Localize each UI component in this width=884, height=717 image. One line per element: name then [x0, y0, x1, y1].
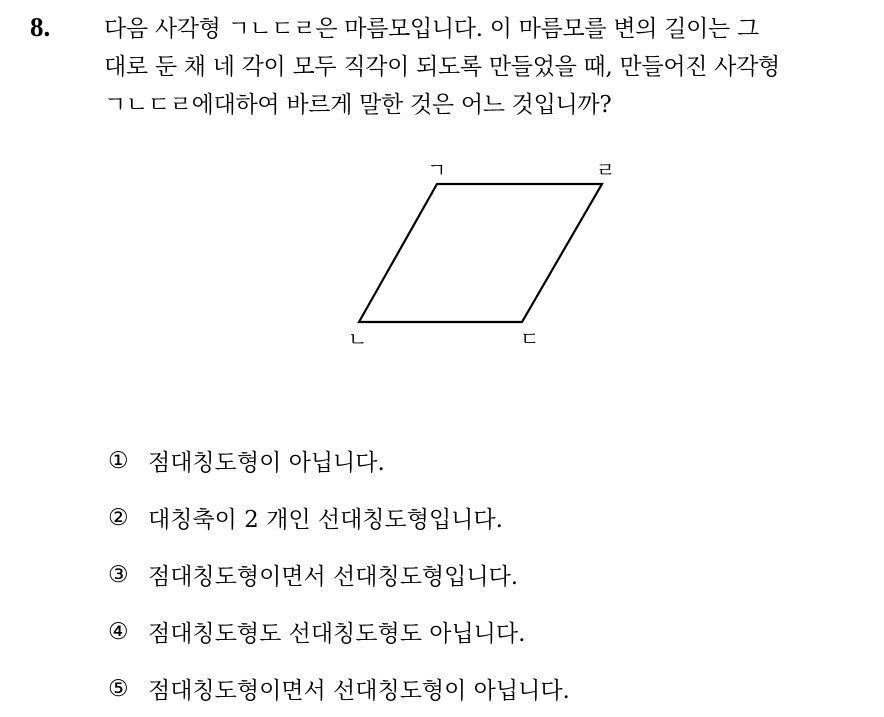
choice-text: 점대칭도형이면서 선대칭도형이 아닙니다.: [148, 678, 570, 704]
choice-4[interactable]: [108, 603, 570, 660]
choice-text: 점대칭도형도 선대칭도형도 아닙니다.: [148, 621, 526, 647]
choice-1[interactable]: [108, 432, 570, 489]
choice-number: ⑤: [108, 675, 129, 702]
choice-number: ②: [108, 504, 129, 531]
rhombus-figure: [330, 150, 640, 350]
choice-2[interactable]: [108, 489, 570, 546]
vertex-label-bottom-right: ㄷ: [520, 327, 540, 350]
rhombus-shape: [359, 184, 602, 322]
answer-choices: [108, 432, 570, 717]
vertex-label-top-right: ㄹ: [596, 158, 616, 182]
choice-text: 점대칭도형이 아닙니다.: [148, 450, 385, 476]
choice-number: ④: [108, 618, 129, 645]
choice-3[interactable]: [108, 546, 570, 603]
choice-number: ①: [108, 447, 129, 474]
question-number: 8.: [30, 12, 51, 42]
choice-5[interactable]: [108, 660, 570, 717]
choice-text: 점대칭도형이면서 선대칭도형입니다.: [148, 564, 519, 590]
vertex-label-top-left: ㄱ: [427, 158, 447, 182]
question-text: [104, 10, 874, 124]
question-line-2: 대로 둔 채 네 각이 모두 직각이 되도록 만들었을 때, 만들어진 사각형: [104, 54, 780, 80]
question-line-3: ㄱㄴㄷㄹ에대하여 바르게 말한 것은 어느 것입니까?: [104, 92, 612, 118]
choice-text: 대칭축이 2 개인 선대칭도형입니다.: [148, 507, 503, 533]
vertex-label-bottom-left: ㄴ: [348, 327, 368, 350]
choice-number: ③: [108, 561, 129, 588]
question-line-1: 다음 사각형 ㄱㄴㄷㄹ은 마름모입니다. 이 마름모를 변의 길이는 그: [104, 16, 759, 42]
